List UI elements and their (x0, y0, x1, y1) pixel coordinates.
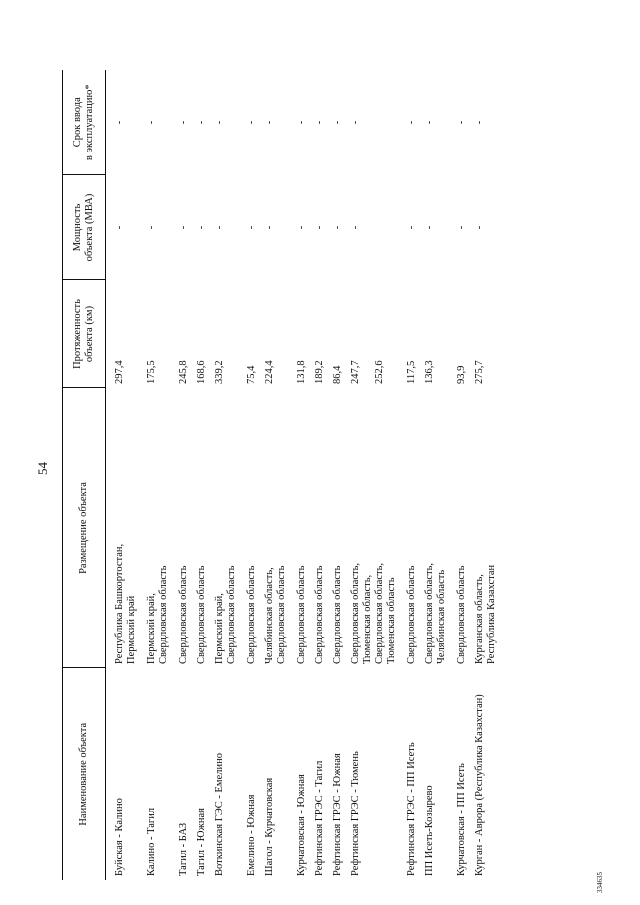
object-name (474, 668, 498, 880)
object-power-line: - (350, 225, 361, 230)
object-name (456, 668, 474, 880)
object-region-line: Тюменская область (386, 577, 397, 664)
object-region-line: Пермский край, (146, 593, 157, 664)
object-power-line: - (424, 225, 435, 230)
object-power (146, 175, 178, 280)
object-region-line: Свердловская область (314, 565, 325, 664)
table-row (264, 70, 296, 880)
object-length (350, 280, 406, 388)
object-term (264, 70, 296, 175)
object-region-line: Свердловская область (246, 565, 257, 664)
object-name-line: Курган - Аврора (Республика Казахстан) (474, 694, 485, 876)
table-row (350, 70, 406, 880)
object-power (474, 175, 498, 280)
table-row (406, 70, 424, 880)
table-row (332, 70, 350, 880)
object-length (332, 280, 350, 388)
object-term-line: - (264, 120, 275, 125)
object-term-line: - (332, 120, 343, 125)
object-name-line: Курчатовская - ПП Исеть (456, 763, 467, 876)
object-region-line: Курганская область, (474, 574, 485, 664)
object-region-line: Свердловская область (196, 565, 207, 664)
object-term-line: - (406, 120, 417, 125)
object-region-line: Свердловская область (226, 565, 237, 664)
header-name (63, 668, 106, 880)
object-length-line: 224,4 (264, 360, 275, 384)
header-length (63, 280, 106, 388)
object-term (246, 70, 264, 175)
table-row (146, 70, 178, 880)
object-name (106, 668, 147, 880)
object-term (456, 70, 474, 175)
object-length-line: 86,4 (332, 365, 343, 384)
object-region-line: Свердловская область (178, 565, 189, 664)
object-power-line: - (214, 225, 225, 230)
object-name-line: Воткинская ГЭС - Емелино (214, 753, 225, 876)
object-length (474, 280, 498, 388)
object-length-line: 297,4 (114, 360, 125, 384)
header-term (63, 70, 106, 175)
object-region-line: Пермский край (126, 595, 137, 664)
object-region (474, 388, 498, 668)
table-row (314, 70, 332, 880)
object-length (314, 280, 332, 388)
header-line: Мощность (72, 203, 83, 252)
object-name-line: Рефтинская ГРЭС - Южная (332, 753, 343, 876)
object-term (474, 70, 498, 175)
object-length-line: 252,6 (374, 360, 385, 384)
object-region-line: Свердловская область (456, 565, 467, 664)
object-name-line: Рефтинская ГРЭС - ПП Исеть (406, 742, 417, 876)
object-term-line: - (146, 120, 157, 125)
object-power-line: - (332, 225, 343, 230)
object-name-line: Рефтинская ГРЭС - Тюмень (350, 751, 361, 876)
object-length-line: 136,3 (424, 360, 435, 384)
object-power (296, 175, 314, 280)
object-length-line (386, 284, 398, 384)
object-region (424, 388, 456, 668)
object-region-line: Республика Башкортостан, (114, 543, 125, 664)
object-length-line: 247,7 (350, 360, 361, 384)
object-region (332, 388, 350, 668)
object-power (424, 175, 456, 280)
object-region (296, 388, 314, 668)
table-row (474, 70, 498, 880)
header-line: объекта (МВА) (84, 193, 95, 262)
header-line: Наименование объекта (78, 722, 89, 826)
object-name (424, 668, 456, 880)
document-id: 334635 (596, 872, 604, 893)
object-name (332, 668, 350, 880)
object-length-line: 339,2 (214, 360, 225, 384)
object-region-line: Свердловская область (332, 565, 343, 664)
header-line: Размещение объекта (78, 482, 89, 574)
object-power (214, 175, 246, 280)
object-name-line: Калино - Тагил (146, 807, 157, 876)
object-region (406, 388, 424, 668)
object-term (332, 70, 350, 175)
header-line: Протяженность (72, 299, 83, 369)
object-name-line: Шагол - Курчатовская (264, 777, 275, 876)
object-term-line: - (456, 120, 467, 125)
object-term-line: - (350, 120, 361, 125)
object-region-line: Челябинская область (436, 569, 447, 664)
object-term-line: - (246, 120, 257, 125)
object-term (106, 70, 147, 175)
object-term (196, 70, 214, 175)
object-term-line: - (296, 120, 307, 125)
object-length (246, 280, 264, 388)
object-name (264, 668, 296, 880)
object-power (406, 175, 424, 280)
object-power-line: - (196, 225, 207, 230)
header-line: Срок ввода (72, 97, 83, 148)
object-power-line: - (146, 225, 157, 230)
object-region-line: Свердловская область (276, 565, 287, 664)
object-term (406, 70, 424, 175)
object-power-line: - (296, 225, 307, 230)
object-term-line: - (178, 120, 189, 125)
header-line: в эксплуатацию* (84, 84, 95, 161)
object-power-line: - (456, 225, 467, 230)
object-region (456, 388, 474, 668)
object-name (178, 668, 196, 880)
object-length-line: 131,8 (296, 360, 307, 384)
object-length (178, 280, 196, 388)
table-header-row (63, 70, 106, 880)
object-length (146, 280, 178, 388)
table-row (178, 70, 196, 880)
object-power-line: - (114, 225, 125, 230)
object-term (350, 70, 406, 175)
object-term-line: - (196, 120, 207, 125)
object-power (196, 175, 214, 280)
object-region-line: Тюменская область, (362, 574, 373, 664)
object-term (296, 70, 314, 175)
object-term-line: - (114, 120, 125, 125)
object-length (214, 280, 246, 388)
table-row (246, 70, 264, 880)
object-length (406, 280, 424, 388)
object-length-line: 75,4 (246, 365, 257, 384)
object-name (246, 668, 264, 880)
object-name (314, 668, 332, 880)
object-term (314, 70, 332, 175)
object-length (456, 280, 474, 388)
object-power-line: - (406, 225, 417, 230)
object-term (146, 70, 178, 175)
object-region-line: Свердловская область (406, 565, 417, 664)
table-body (106, 70, 499, 880)
object-term (424, 70, 456, 175)
object-name (406, 668, 424, 880)
object-region-line: Пермский край, (214, 593, 225, 664)
object-name-line: Емелино - Южная (246, 794, 257, 876)
object-region-line: Свердловская область, (424, 562, 435, 664)
object-region (214, 388, 246, 668)
object-length (296, 280, 314, 388)
header-power (63, 175, 106, 280)
object-name-line: ПП Исеть-Козырево (424, 785, 435, 876)
object-length (424, 280, 456, 388)
object-region-line: Свердловская область (158, 565, 169, 664)
object-power-line: - (474, 225, 485, 230)
object-region (178, 388, 196, 668)
objects-table (62, 70, 498, 880)
object-length-line: 93,9 (456, 365, 467, 384)
object-region (196, 388, 214, 668)
table-row (196, 70, 214, 880)
header-region (63, 388, 106, 668)
object-power (246, 175, 264, 280)
object-term-line: - (214, 120, 225, 125)
object-region-line: Челябинская область, (264, 567, 275, 664)
object-name-line: Курчатовская - Южная (296, 774, 307, 876)
table-row (214, 70, 246, 880)
object-region-line: Свердловская область, (374, 562, 385, 664)
object-region-line: Свердловская область (296, 565, 307, 664)
object-power-line: - (314, 225, 325, 230)
object-power (178, 175, 196, 280)
object-length-line: 275,7 (474, 360, 485, 384)
object-name (296, 668, 314, 880)
object-power (332, 175, 350, 280)
object-length (196, 280, 214, 388)
object-length-line: 168,6 (196, 360, 207, 384)
object-length-line: 245,8 (178, 360, 189, 384)
object-power (264, 175, 296, 280)
object-power (350, 175, 406, 280)
object-term (214, 70, 246, 175)
object-name-line: Буйская - Калино (114, 798, 125, 876)
object-power-line: - (246, 225, 257, 230)
object-term (178, 70, 196, 175)
object-length-line: 189,2 (314, 360, 325, 384)
table-row (106, 70, 147, 880)
object-name (350, 668, 406, 880)
object-power (106, 175, 147, 280)
object-power-line: - (264, 225, 275, 230)
object-name-line: Тагил - Южная (196, 807, 207, 876)
object-term-line: - (474, 120, 485, 125)
table-row (296, 70, 314, 880)
table-row (456, 70, 474, 880)
object-region-line: Свердловская область, (350, 562, 361, 664)
object-length (106, 280, 147, 388)
object-term-line: - (314, 120, 325, 125)
object-term-line: - (424, 120, 435, 125)
object-length-line: 175,5 (146, 360, 157, 384)
object-name-line: Тагил - БАЗ (178, 822, 189, 876)
object-length-line (362, 284, 374, 384)
object-name (214, 668, 246, 880)
object-name-line: Рефтинская ГРЭС - Тагил (314, 760, 325, 876)
header-line: объекта (км) (84, 305, 95, 363)
object-length-line: 117,5 (406, 360, 417, 384)
object-region (246, 388, 264, 668)
object-power (314, 175, 332, 280)
object-region (264, 388, 296, 668)
page-number: 54 (35, 462, 50, 475)
object-region (314, 388, 332, 668)
object-power (456, 175, 474, 280)
object-length (264, 280, 296, 388)
object-name (196, 668, 214, 880)
object-power-line: - (178, 225, 189, 230)
object-region-line: Республика Казахстан (486, 564, 497, 664)
object-region (106, 388, 147, 668)
object-region (146, 388, 178, 668)
object-name (146, 668, 178, 880)
object-region (350, 388, 406, 668)
table-row (424, 70, 456, 880)
